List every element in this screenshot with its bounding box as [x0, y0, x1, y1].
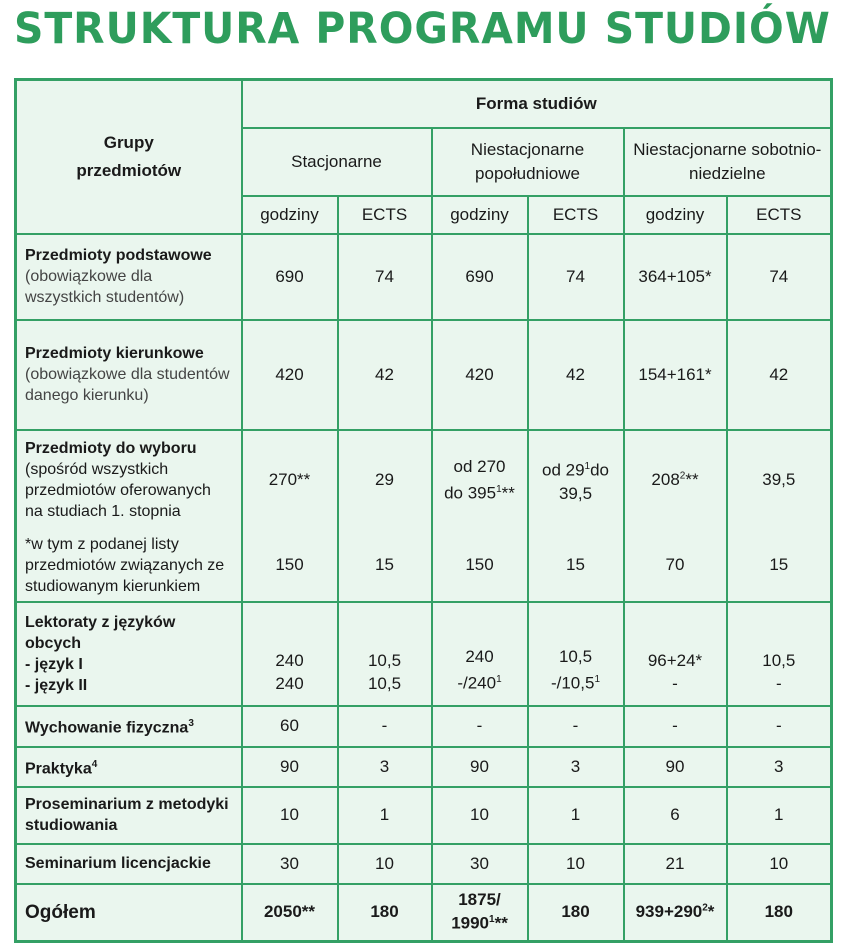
table-row — [16, 530, 832, 602]
cell: 70 — [624, 530, 727, 602]
table-row — [16, 787, 832, 844]
cell: 1 — [338, 787, 432, 844]
cell: 420 — [432, 320, 528, 430]
row-label: Lektoraty z języków obcych - język I - język II — [16, 602, 242, 706]
cell: 29 — [338, 430, 432, 530]
table-row — [16, 320, 832, 430]
cell: - — [338, 706, 432, 747]
cell: 15 — [528, 530, 624, 602]
cell: 10 — [727, 844, 832, 884]
cell: 10 — [242, 787, 338, 844]
cell: - — [432, 706, 528, 747]
cell: 42 — [528, 320, 624, 430]
cell: 3 — [727, 747, 832, 787]
row-label: *w tym z podanej listy przedmiotów związanych ze studiowanym kierunkiem — [16, 530, 242, 602]
form-popoludniowe: Niestacjonarne popołudniowe — [432, 128, 624, 196]
col-godziny: godziny — [624, 196, 727, 234]
cell: 15 — [727, 530, 832, 602]
cell: 1 — [528, 787, 624, 844]
cell: - — [528, 706, 624, 747]
table-row — [16, 430, 832, 530]
col-ects: ECTS — [727, 196, 832, 234]
cell: 150 — [242, 530, 338, 602]
cell: - — [624, 706, 727, 747]
cell: 154+161* — [624, 320, 727, 430]
program-structure-table — [14, 78, 833, 943]
cell: 690 — [432, 234, 528, 320]
forma-studiow-header: Forma studiów — [242, 80, 832, 128]
cell: 60 — [242, 706, 338, 747]
cell: 10,5 -/10,5$^1$ — [528, 602, 624, 706]
cell: 96+24* - — [624, 602, 727, 706]
form-stacjonarne: Stacjonarne — [242, 128, 432, 196]
cell: 180 — [727, 884, 832, 942]
cell: 10 — [528, 844, 624, 884]
form-sobotnio-niedzielne: Niestacjonarne sobotnio-niedzielne — [624, 128, 832, 196]
row-label: Ogółem — [16, 884, 242, 942]
row-label: Przedmioty podstawowe (obowiązkowe dla wszystkich studentów) — [16, 234, 242, 320]
cell: 90 — [624, 747, 727, 787]
col-ects: ECTS — [528, 196, 624, 234]
cell: od 270 do $395^1**$ — [432, 430, 528, 530]
cell: 74 — [727, 234, 832, 320]
cell: 30 — [432, 844, 528, 884]
table-row — [16, 844, 832, 884]
cell: 180 — [338, 884, 432, 942]
cell: 21 — [624, 844, 727, 884]
groups-header: Grupy przedmiotów — [16, 80, 242, 234]
table-row — [16, 747, 832, 787]
cell: 3 — [338, 747, 432, 787]
row-label: Wychowanie fizyczna$^3$ — [16, 706, 242, 747]
cell: 420 — [242, 320, 338, 430]
row-label: Proseminarium z metodyki studiowania — [16, 787, 242, 844]
cell: 150 — [432, 530, 528, 602]
page-title: STRUKTURA PROGRAMU STUDIÓW — [14, 4, 831, 54]
table-row — [16, 234, 832, 320]
row-label: Przedmioty do wyboru (spośród wszystkich przedmiotów oferowanych na studiach 1. stopnia — [16, 430, 242, 530]
table-row — [16, 706, 832, 747]
cell: 90 — [432, 747, 528, 787]
cell: 2050** — [242, 884, 338, 942]
cell: 364+105* — [624, 234, 727, 320]
cell: 3 — [528, 747, 624, 787]
cell: 15 — [338, 530, 432, 602]
table-row — [16, 602, 832, 706]
cell: 10,5 - — [727, 602, 832, 706]
cell: 42 — [338, 320, 432, 430]
cell: 240 240 — [242, 602, 338, 706]
col-godziny: godziny — [242, 196, 338, 234]
cell: 74 — [338, 234, 432, 320]
cell: 39,5 — [727, 430, 832, 530]
cell: 6 — [624, 787, 727, 844]
cell: 74 — [528, 234, 624, 320]
col-ects: ECTS — [338, 196, 432, 234]
cell: 270** — [242, 430, 338, 530]
table-row-total — [16, 884, 832, 942]
cell: 1 — [727, 787, 832, 844]
cell: 42 — [727, 320, 832, 430]
cell: $939+290^2*$ — [624, 884, 727, 942]
cell: 30 — [242, 844, 338, 884]
cell: 90 — [242, 747, 338, 787]
cell: $208^2**$ — [624, 430, 727, 530]
cell: 10,5 10,5 — [338, 602, 432, 706]
cell: 10 — [432, 787, 528, 844]
row-label: Seminarium licencjackie — [16, 844, 242, 884]
cell: 180 — [528, 884, 624, 942]
row-label: Przedmioty kierunkowe (obowiązkowe dla studentów danego kierunku) — [16, 320, 242, 430]
cell: 240 $-/240^1$ — [432, 602, 528, 706]
cell: 1875/ 1990$^1$** — [432, 884, 528, 942]
cell: 10 — [338, 844, 432, 884]
cell: - — [727, 706, 832, 747]
cell: od $29^1do$ 39,5 — [528, 430, 624, 530]
row-label: Praktyka$^4$ — [16, 747, 242, 787]
cell: 690 — [242, 234, 338, 320]
col-godziny: godziny — [432, 196, 528, 234]
